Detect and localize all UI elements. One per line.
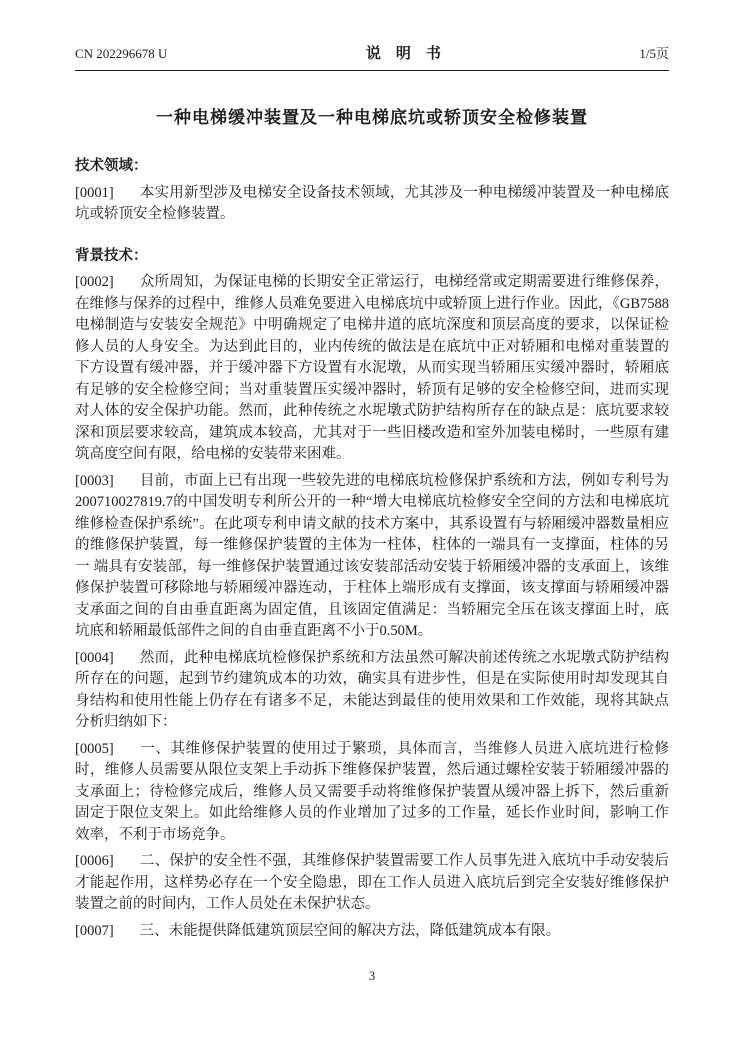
paragraph-0007 [75, 921, 669, 943]
paragraph-number: [0006] [75, 853, 114, 869]
document-body [0, 156, 744, 942]
paragraph-number: [0005] [75, 740, 114, 757]
page-header [0, 0, 744, 63]
paragraph-text: 二、保护的安全性不强，其维修保护装置需要工作人员事先进入底坑中手动安装后才能起作用，这样势必存在一个安全隐患，即在工作人员进入底坑后到完全安装好维修保护装置之前的时间内，工作人员处在未保护状态。 [75, 853, 669, 912]
paragraph-number: [0004] [75, 649, 114, 666]
document-type-label: 说 明 书 [365, 46, 441, 62]
paragraph-text: 然而，此种电梯底坑检修保护系统和方法虽然可解决前述传统之水坭墩式防护结构所存在的问题，起到节约建筑成本的功效，确实具有进步性，但是在实际使用时却发现其自身结构和使用性能上仍存在有诸多不足，未能达到最佳的使用效果和工作效能，现将其缺点分析归纳如下： [75, 649, 669, 730]
paragraph-0003 [75, 471, 669, 643]
paragraph-text: 本实用新型涉及电梯安全设备技术领域，尤其涉及一种电梯缓冲装置及一种电梯底坑或轿顶安全检修装置。 [75, 184, 669, 222]
page-footer [0, 968, 744, 984]
sheet-indicator: 1/5页 [639, 46, 669, 61]
paragraph-0005 [75, 739, 669, 847]
paragraph-0002 [75, 272, 669, 466]
paragraph-text: 一、其维修保护装置的使用过于繁琐，具体而言，当维修人员进入底坑进行检修时，维修人员需要从限位支架上手动拆下维修保护装置，然后通过螺栓安装于轿厢缓冲器的支承面上；待检修完成后，维修人员又需要手动将维修保护装置从缓冲器上拆下，然后重新固定于限位支架上。如此给维修人员的作业增加了过多的工作量，延长作业时间，影响工作效率，不利于市场竞争。 [75, 740, 669, 843]
paragraph-text: 三、未能提供降低建筑顶层空间的解决方法，降低建筑成本有限。 [139, 922, 561, 939]
paragraph-text: 目前，市面上已有出现一些较先进的电梯底坑检修保护系统和方法，例如专利号为200710027819.7的中国发明专利所公开的一种“增大电梯底坑检修安全空间的方法和电梯底坑维修检查保护系统”。在此项专利申请文献的技术方案中，其系设置有与轿厢缓冲器数量相应的维修保护装置，每一维修保护装置的主体为一柱体，柱体的一端具有一支撑面，柱体的另一 端具有安装部，每一维修保护装置通过该安装部活动安装于轿厢缓冲器的支承面上，该维修保护装置可移除地与轿厢缓冲器连动，于柱体上端形成有支撑面，该支撑面与轿厢缓冲器支承面之间的自由垂直距离为固定值，且该固定值满足：当轿厢完全压在该支撑面上时，底坑底和轿厢最低部件之间的自由垂直距离不小于0.50M。 [75, 472, 669, 639]
invention-title: 一种电梯缓冲装置及一种电梯底坑或轿顶安全检修装置 [156, 108, 588, 127]
patent-number: CN 202296678 U [75, 46, 168, 61]
section-heading-0: 技术领域： [75, 158, 148, 174]
paragraph-text: 众所周知，为保证电梯的长期安全正常运行，电梯经常或定期需要进行维修保养，在维修与保养的过程中，维修人员难免要进入电梯底坑中或轿顶上进行作业。因此，《GB7588 电梯制造与安装安全规范》中明确规定了电梯井道的底坑深度和顶层高度的要求，以保证检修人员的人身安全。为达到此目的，业内传统的做法是在底坑中正对轿厢和电梯对重装置的下方设置有缓冲器，并于缓冲器下方设置有水泥墩，从而实现当轿厢压实缓冲器时，轿厢底有足够的安全检修空间；当对重装置压实缓冲器时，轿顶有足够的安全检修空间，进而实现对人体的安全保护功能。然而，此种传统之水坭墩式防护结构所存在的缺点是：底坑要求较深和顶层要求较高，建筑成本较高，尤其对于一些旧楼改造和室外加装电梯时，一些原有建筑高度空间有限，给电梯的安装带来困难。 [75, 274, 669, 462]
paragraph-number: [0003] [75, 472, 114, 489]
paragraph-number: [0007] [75, 922, 114, 939]
header-divider [75, 70, 669, 71]
paragraph-0006 [75, 851, 669, 916]
section-heading-1: 背景技术： [75, 247, 148, 264]
paragraph-0004 [75, 648, 669, 734]
paragraph-0001 [75, 183, 669, 226]
paragraph-number: [0002] [75, 274, 114, 290]
page-number: 3 [368, 968, 376, 983]
paragraph-number: [0001] [75, 184, 114, 201]
